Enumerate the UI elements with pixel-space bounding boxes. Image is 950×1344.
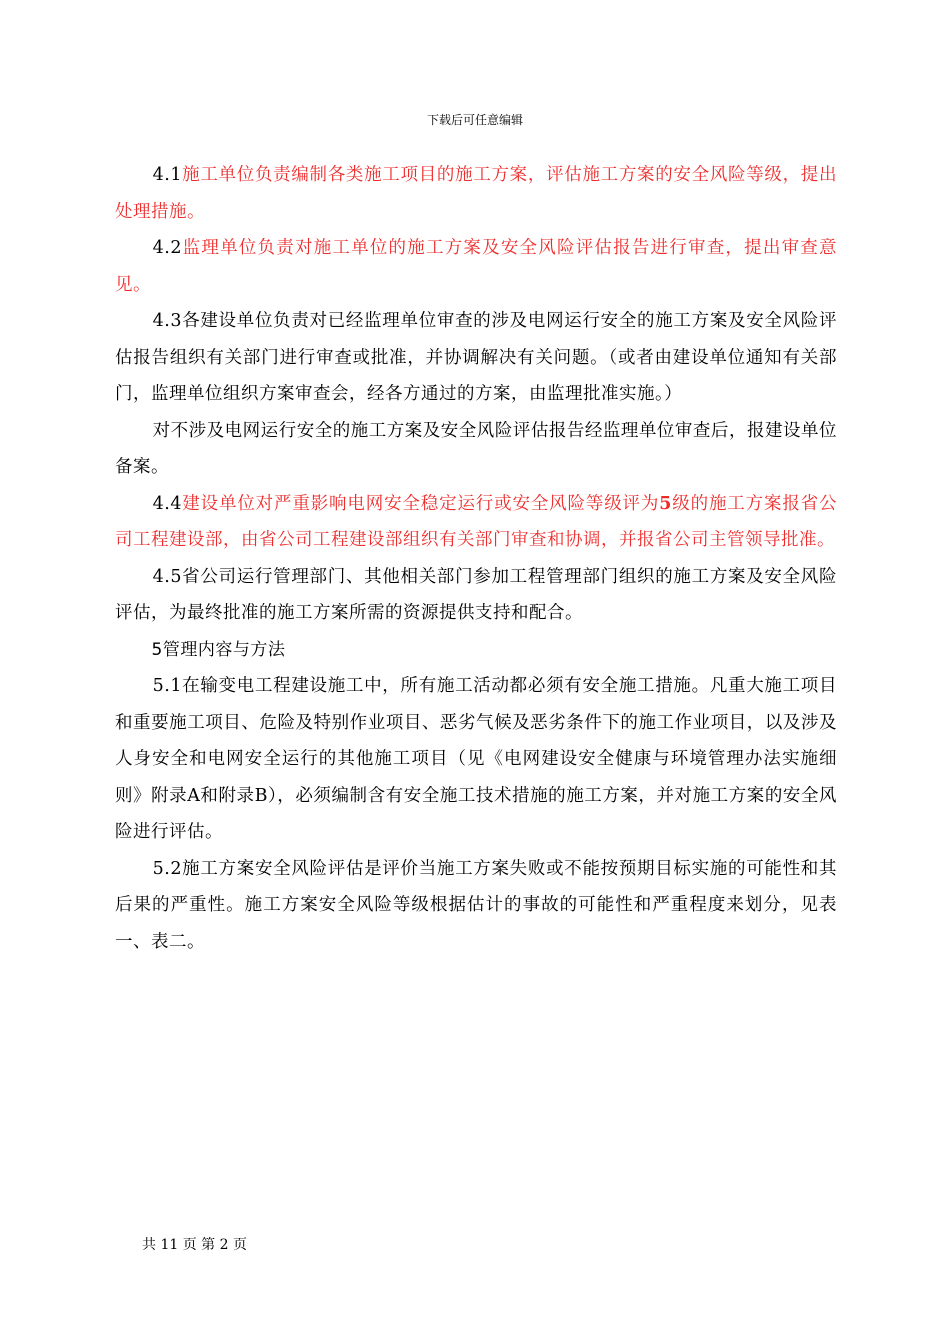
paragraph-5-2 [115, 851, 837, 961]
paragraph-4-4 [115, 486, 837, 559]
clause-text: 施工单位负责编制各类施工项目的施工方案，评估施工方案的安全风险等级，提出处理措施。 [115, 165, 837, 222]
clause-text-a: 建设单位对严重影响电网安全稳定运行或安全风险等级评为 [181, 493, 660, 514]
risk-level-value: 5 [659, 493, 672, 514]
clause-text: 监理单位负责对施工单位的施工方案及安全风险评估报告进行审查，提出审查意见。 [115, 238, 837, 295]
clause-text-b: 级的施工方案报省公司工程建设部，由省公司工程建设部组织有关部门审查和协调，并报省公司主管领导批准。 [115, 493, 838, 550]
page-header: 下载后可任意编辑 [426, 113, 523, 127]
paragraph-4-3-continued [115, 413, 837, 486]
clause-text: 省公司运行管理部门、其他相关部门参加工程管理部门组织的施工方案及安全风险评估，为最终批准的施工方案所需的资源提供支持和配合。 [115, 566, 837, 623]
paragraph-4-1 [115, 157, 837, 230]
paragraph-5-1 [115, 668, 837, 851]
clause-number: 4.1 [152, 165, 182, 185]
paragraph-4-5 [115, 559, 837, 632]
paragraph-4-2 [115, 230, 837, 303]
clause-number: 5.1 [152, 676, 182, 696]
document-body [115, 157, 837, 960]
paragraph-4-3 [115, 303, 837, 413]
clause-text: 各建设单位负责对已经监理单位审查的涉及电网运行安全的施工方案及安全风险评估报告组织有关部门进行审查或批准，并协调解决有关问题。（或者由建设单位通知有关部门，监理单位组织方案审查会，经各方通过的方案，由监理批准实施。） [115, 311, 837, 404]
clause-text: 施工方案安全风险评估是评价当施工方案失败或不能按预期目标实施的可能性和其后果的严重性。施工方案安全风险等级根据估计的事故的可能性和严重程度来划分，见表一、表二。 [115, 858, 837, 952]
clause-text: 在输变电工程建设施工中，所有施工活动都必须有安全施工措施。凡重大施工项目和重要施工项目、危险及特别作业项目、恶劣气候及恶劣条件下的施工作业项目，以及涉及人身安全和电网安全运行的其他施工项目（见《电网建设安全健康与环境管理办法实施细则》附录A和附录B），必须编制含有安全施工技术措施的施工方案，并对施工方案的安全风险进行评估。 [115, 676, 837, 842]
clause-number: 4.3 [152, 311, 182, 331]
clause-number: 4.5 [152, 566, 182, 587]
clause-text: 对不涉及电网运行安全的施工方案及安全风险评估报告经监理单位审查后，报建设单位备案。 [115, 420, 837, 477]
clause-number: 5.2 [152, 858, 182, 879]
page-footer: 共 11 页 第 2 页 [142, 1237, 247, 1253]
clause-number: 4.4 [152, 493, 182, 514]
clause-number: 4.2 [152, 238, 182, 258]
section-heading-5: 5管理内容与方法 [151, 639, 286, 660]
